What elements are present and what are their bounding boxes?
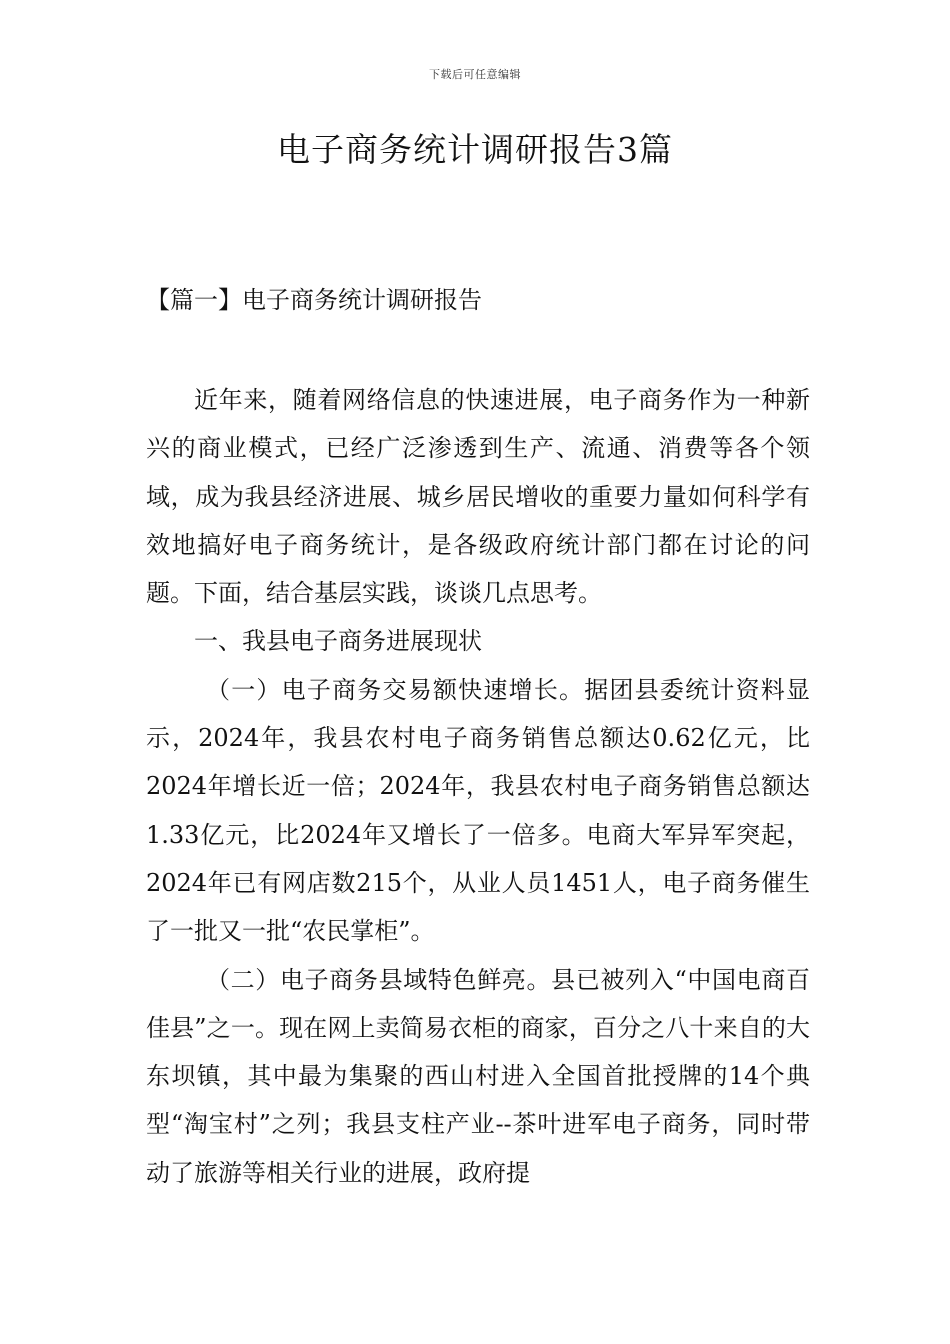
- paragraph-item-two: （二）电子商务县域特色鲜亮。县已被列入“中国电商百佳县”之一。现在网上卖简易衣柜的商家，百分之八十来自的大东坝镇，其中最为集聚的西山村进入全国首批授牌的14个典型“淘宝村”之列；我县支柱产业--茶叶进军电子商务，同时带动了旅游等相关行业的进展，政府提: [146, 965, 810, 1187]
- paragraph-section-one-heading: 一、我县电子商务进展现状: [194, 627, 482, 656]
- paragraph-item-one: （一）电子商务交易额快速增长。据团县委统计资料显示，2024年，我县农村电子商务销售总额达0.62亿元，比2024年增长近一倍；2024年，我县农村电子商务销售总额达1.33亿元，比2024年又增长了一倍多。电商大军异军突起，2024年已有网店数215个，从业人员1451人，电子商务催生了一批又一批“农民掌柜”。: [146, 675, 810, 946]
- paragraph-intro: 近年来，随着网络信息的快速进展，电子商务作为一种新兴的商业模式，已经广泛渗透到生产、流通、消费等各个领域，成为我县经济进展、城乡居民增收的重要力量如何科学有效地搞好电子商务统计，是各级政府统计部门都在讨论的问题。下面，结合基层实践，谈谈几点思考。: [146, 386, 810, 608]
- section-heading: 【篇一】电子商务统计调研报告: [146, 286, 482, 314]
- body-text: [146, 376, 810, 1197]
- header-note: 下载后可任意编辑: [429, 68, 521, 81]
- document-title: 电子商务统计调研报告3篇: [277, 130, 673, 169]
